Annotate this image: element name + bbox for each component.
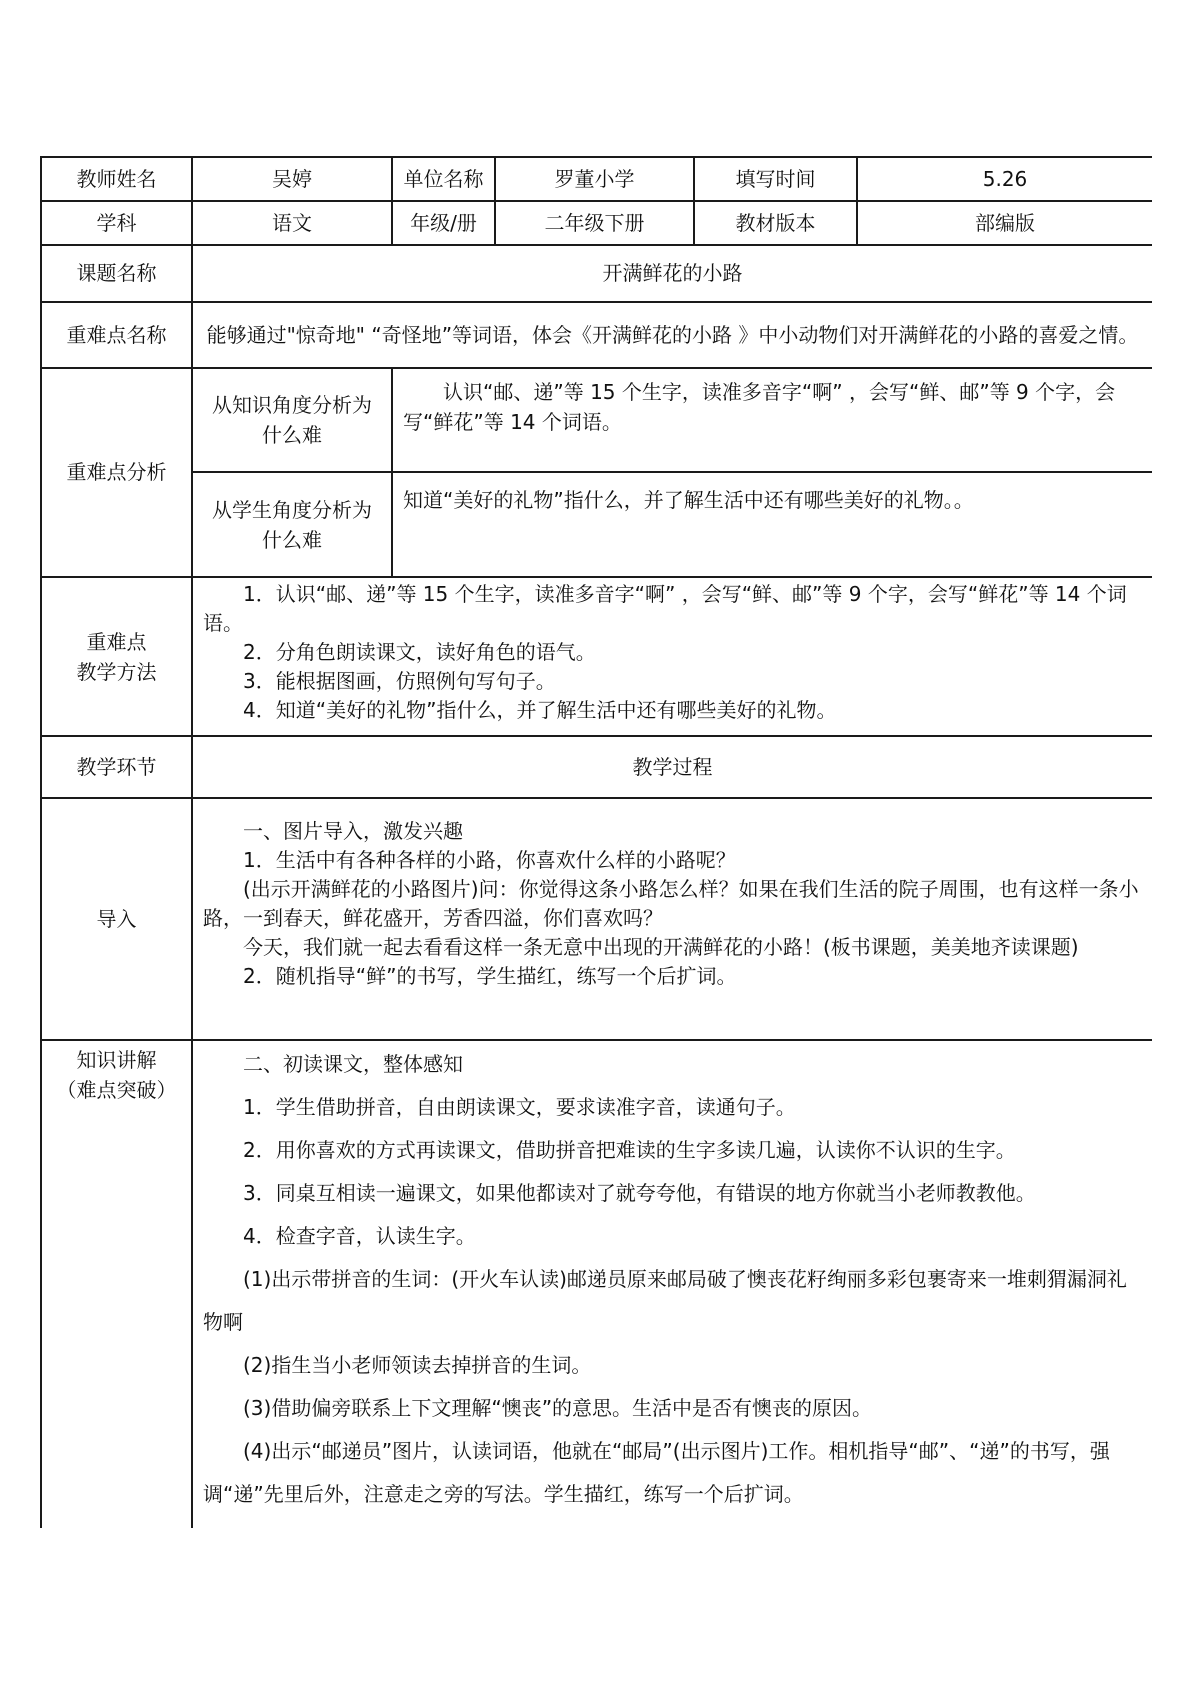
intro-paragraph: 1．生活中有各种各样的小路，你喜欢什么样的小路呢？ [243, 848, 736, 872]
lesson-plan-table [40, 156, 1152, 1528]
analysis-label: 重难点分析 [42, 369, 191, 576]
key-point-label: 重难点名称 [42, 303, 191, 367]
knowledge-explain-content [193, 1041, 1152, 1542]
unit-name-label: 单位名称 [393, 158, 494, 200]
knowledge-angle-label-line-2: 什么难 [262, 423, 322, 447]
process-header: 教学过程 [193, 737, 1152, 797]
knowledge-paragraph: 4．检查字音，认读生字。 [243, 1224, 476, 1248]
intro-paragraph: (出示开满鲜花的小路图片)问：你觉得这条小路怎么样？如果在我们生活的院子周围，也有这样一条小路，一到春天，鲜花盛开，芳香四溢，你们喜欢吗？ [203, 877, 1139, 930]
intro-paragraph: 一、图片导入，激发兴趣 [243, 819, 463, 843]
intro-paragraph: 今天，我们就一起去看看这样一条无意中出现的开满鲜花的小路！(板书课题，美美地齐读课题) [243, 935, 1079, 959]
knowledge-paragraph: (4)出示“邮递员”图片，认读词语，他就在“邮局”(出示图片)工作。相机指导“邮”、“递”的书写，强调“递”先里后外，注意走之旁的写法。学生描红，练写一个后扩词。 [203, 1439, 1110, 1506]
knowledge-angle-paragraph: 认识“邮、递”等 15 个生字，读准多音字“啊” ，会写“鲜、邮”等 9 个字，会写“鲜花”等 14 个词语。 [403, 380, 1116, 434]
method-item: 2．分角色朗读课文，读好角色的语气。 [243, 640, 596, 664]
knowledge-paragraph: 3．同桌互相读一遍课文，如果他都读对了就夸夸他，有错误的地方你就当小老师教教他。 [243, 1181, 1036, 1205]
knowledge-paragraph: (2)指生当小老师领读去掉拼音的生词。 [243, 1353, 592, 1377]
subject-label: 学科 [42, 202, 191, 244]
teacher-name-label: 教师姓名 [42, 158, 191, 200]
subject-value: 语文 [193, 202, 391, 244]
student-angle-label [193, 473, 391, 576]
grade-value: 二年级下册 [496, 202, 693, 244]
edition-label: 教材版本 [695, 202, 856, 244]
method-content [193, 578, 1152, 735]
unit-name-value: 罗董小学 [496, 158, 693, 200]
knowledge-explain-label [42, 1041, 191, 1542]
knowledge-explain-label-line-2: （难点突破） [56, 1078, 177, 1102]
process-step-label: 教学环节 [42, 737, 191, 797]
intro-content [193, 799, 1152, 1039]
student-angle-paragraph: 知道“美好的礼物”指什么，并了解生活中还有哪些美好的礼物。。 [403, 488, 974, 512]
teacher-name-value: 吴婷 [193, 158, 391, 200]
knowledge-angle-text [393, 369, 1152, 471]
knowledge-paragraph: (3)借助偏旁联系上下文理解“懊丧”的意思。生活中是否有懊丧的原因。 [243, 1396, 873, 1420]
method-label-line-1: 重难点 [86, 629, 147, 654]
knowledge-paragraph: (1)出示带拼音的生词：(开火车认读)邮递员原来邮局破了懊丧花籽绚丽多彩包裹寄来一堆刺猬漏洞礼物啊 [203, 1267, 1127, 1334]
knowledge-angle-label-line-1: 从知识角度分析为 [212, 393, 372, 417]
method-item: 4．知道“美好的礼物”指什么，并了解生活中还有哪些美好的礼物。 [243, 698, 837, 722]
topic-label: 课题名称 [42, 246, 191, 301]
student-angle-label-line-1: 从学生角度分析为 [212, 497, 372, 522]
method-item: 3．能根据图画，仿照例句写句子。 [243, 669, 556, 693]
method-label [42, 578, 191, 735]
knowledge-paragraph: 1．学生借助拼音，自由朗读课文，要求读准字音，读通句子。 [243, 1095, 796, 1119]
student-angle-text [393, 473, 1152, 576]
intro-paragraph: 2．随机指导“鲜”的书写，学生描红，练写一个后扩词。 [243, 964, 737, 988]
topic-value: 开满鲜花的小路 [193, 246, 1152, 301]
intro-label: 导入 [42, 799, 191, 1039]
key-point-value: 能够通过"惊奇地" “奇怪地”等词语，体会《开满鲜花的小路 》中小动物们对开满鲜花的小路的喜爱之情。 [193, 303, 1152, 367]
fill-date-value: 5.26 [858, 158, 1152, 200]
student-angle-label-line-2: 什么难 [262, 527, 322, 552]
method-item: 1．认识“邮、递”等 15 个生字，读准多音字“啊” ，会写“鲜、邮”等 9 个字，会写“鲜花”等 14 个词语。 [203, 582, 1127, 635]
fill-date-label: 填写时间 [695, 158, 856, 200]
knowledge-angle-label [193, 369, 391, 471]
knowledge-paragraph: 二、初读课文，整体感知 [243, 1052, 463, 1076]
knowledge-explain-label-line-1: 知识讲解 [76, 1048, 157, 1072]
edition-value: 部编版 [858, 202, 1152, 244]
method-label-line-2: 教学方法 [76, 659, 157, 684]
grade-label: 年级/册 [393, 202, 494, 244]
knowledge-paragraph: 2．用你喜欢的方式再读课文，借助拼音把难读的生字多读几遍，认读你不认识的生字。 [243, 1138, 1016, 1162]
